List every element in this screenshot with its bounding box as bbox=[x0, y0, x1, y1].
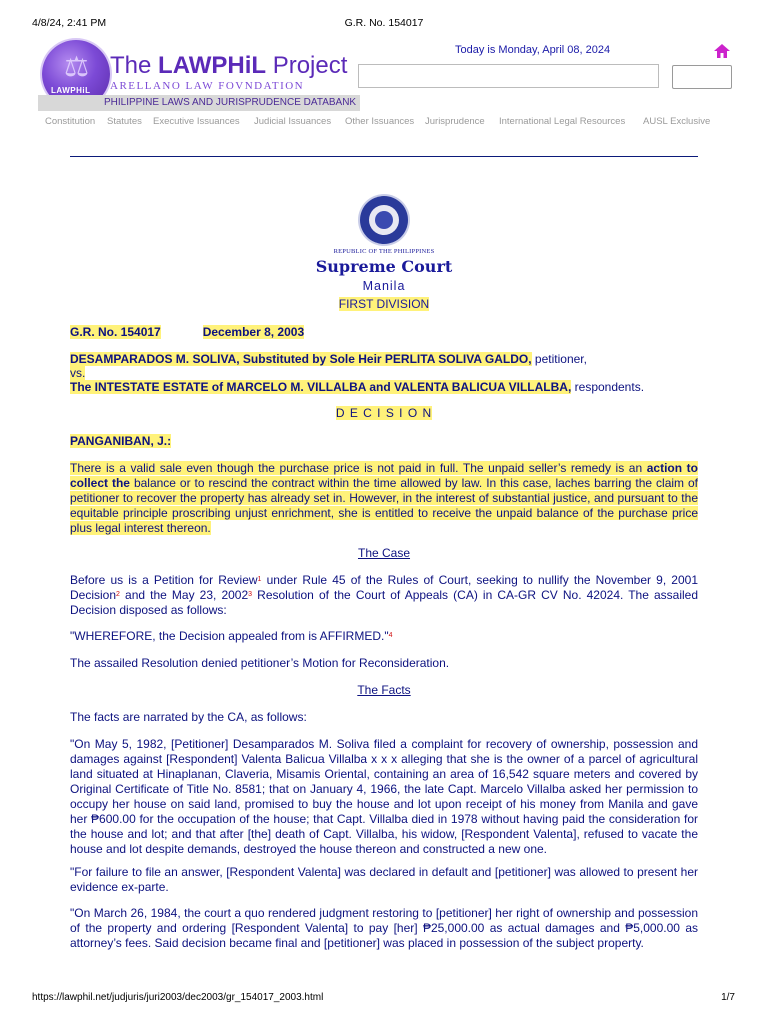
ponente bbox=[70, 434, 698, 449]
nav-jurisprudence[interactable]: Jurisprudence bbox=[425, 116, 485, 127]
logo-tag: LAWPHiL bbox=[51, 86, 91, 95]
tagline: PHILIPPINE LAWS AND JURISPRUDENCE DATABANK bbox=[104, 97, 357, 108]
summary-part-a: There is a valid sale even though the purchase price is not paid in full. The unpaid seller’s remedy is an bbox=[70, 461, 647, 475]
footnote-link-2[interactable]: 2 bbox=[116, 591, 120, 598]
gr-number: G.R. No. 154017 bbox=[70, 325, 161, 339]
site-title[interactable] bbox=[110, 53, 347, 79]
dispositive-quote bbox=[70, 629, 698, 644]
decision-heading-text: D E C I S I O N bbox=[335, 406, 433, 420]
site-title-suffix: Project bbox=[266, 52, 348, 79]
print-datetime: 4/8/24, 2:41 PM bbox=[32, 17, 107, 29]
case-p1-b: under Rule 45 of the Rules of Court, seeking to nullify the November 9, 2001 Decision bbox=[70, 573, 698, 602]
print-title: G.R. No. 154017 bbox=[344, 17, 424, 29]
page-url: https://lawphil.net/judjuris/juri2003/dec2003/gr_154017_2003.html bbox=[32, 992, 324, 1003]
respondent-name: The INTESTATE ESTATE of MARCELO M. VILLALBA and VALENTA BALICUA VILLALBA, bbox=[70, 380, 572, 394]
foundation-name: ARELLANO LAW FOVNDATION bbox=[110, 80, 305, 92]
tagline-band bbox=[38, 95, 360, 111]
case-p1-d: Resolution of the Court of Appeals (CA) in CA-GR CV No. 42024. The assailed Decision disposed as follows: bbox=[70, 588, 699, 617]
versus bbox=[70, 366, 698, 381]
court-name: Supreme Court bbox=[315, 257, 453, 276]
respondent-line bbox=[70, 380, 698, 395]
page-number: 1/7 bbox=[721, 992, 735, 1003]
summary-bold: action to collect the bbox=[70, 461, 698, 490]
header-divider bbox=[70, 156, 698, 157]
division-label: FIRST DIVISION bbox=[338, 297, 430, 311]
footnote-link-3[interactable]: 3 bbox=[248, 591, 253, 598]
search-input[interactable] bbox=[358, 64, 659, 88]
section-heading-the-facts[interactable]: The Facts bbox=[357, 683, 411, 697]
quote-text: "WHEREFORE, the Decision appealed from is AFFIRMED." bbox=[70, 629, 389, 643]
facts-paragraph-2: "For failure to file an answer, [Respondent Valenta] was declared in default and [petitioner] was allowed to present her evidence ex-parte. bbox=[70, 865, 698, 894]
resolution-paragraph: The assailed Resolution denied petitioner’s Motion for Reconsideration. bbox=[70, 656, 450, 670]
supreme-court-seal-icon bbox=[360, 196, 408, 244]
footnote-link-1[interactable]: 1 bbox=[257, 576, 262, 583]
decision-summary bbox=[70, 461, 698, 536]
nav-statutes[interactable]: Statutes bbox=[107, 116, 142, 127]
ponente-name: PANGANIBAN, J.: bbox=[70, 434, 172, 448]
facts-intro: The facts are narrated by the CA, as follows: bbox=[70, 710, 307, 724]
petitioner-line bbox=[70, 352, 698, 367]
summary-part-b: balance or to rescind the contract within the time allowed by law. In this case, laches barring the claim of petitioner to recover the property has already set in. However, in the interest of substantial justice, and pursuant to the equitable principle proscribing unjust enrichment, she is entitled to receive the unpaid balance of the purchase price plus legal interest thereon. bbox=[70, 476, 698, 535]
site-title-bold: LAWPHiL bbox=[158, 52, 267, 79]
court-division bbox=[0, 297, 768, 311]
nav-international-legal-resources[interactable]: International Legal Resources bbox=[499, 116, 626, 127]
nav-ausl-exclusive[interactable]: AUSL Exclusive bbox=[643, 116, 711, 127]
today-date: Today is Monday, April 08, 2024 bbox=[455, 44, 611, 56]
site-title-prefix: The bbox=[110, 52, 159, 79]
case-paragraph bbox=[70, 573, 698, 618]
nav-constitution[interactable]: Constitution bbox=[45, 116, 96, 127]
court-city: Manila bbox=[362, 279, 406, 293]
nav-executive-issuances[interactable]: Executive Issuances bbox=[153, 116, 240, 127]
case-p1-c: and the May 23, 2002 bbox=[119, 588, 249, 602]
respondent-role: respondents. bbox=[571, 380, 645, 394]
petitioner-name: DESAMPARADOS M. SOLIVA, Substituted by Sole Heir PERLITA SOLIVA GALDO, bbox=[70, 352, 532, 366]
footnote-link-4[interactable]: 4 bbox=[388, 632, 393, 639]
republic-label: REPUBLIC OF THE PHILIPPINES bbox=[333, 248, 435, 255]
decision-date: December 8, 2003 bbox=[202, 325, 305, 339]
decision-heading bbox=[0, 406, 768, 420]
case-number-line bbox=[70, 325, 698, 340]
nav-judicial-issuances[interactable]: Judicial Issuances bbox=[254, 116, 332, 127]
versus-label: vs. bbox=[70, 366, 86, 380]
case-p1-a: Before us is a Petition for Review bbox=[70, 573, 258, 587]
section-heading-the-case[interactable]: The Case bbox=[357, 546, 411, 560]
facts-paragraph-3: "On March 26, 1984, the court a quo rendered judgment restoring to [petitioner] her right of ownership and possession of the property and ordering [Respondent Valenta] to pay [her] ₱25,000.00 as actual damages and ₱5,000.00 as attorney’s fees. Said decision became final and [petitioner] was placed in possession of the subject property. bbox=[70, 906, 698, 950]
petitioner-role: petitioner, bbox=[531, 352, 587, 366]
search-button[interactable] bbox=[672, 65, 732, 89]
home-icon[interactable] bbox=[714, 44, 730, 58]
scales-of-justice-icon: ⚖ bbox=[64, 51, 90, 82]
facts-paragraph-1: "On May 5, 1982, [Petitioner] Desamparados M. Soliva filed a complaint for recovery of ownership, possession and damages against [Respondent] Valenta Balicua Villalba x x x alleging that she is the owner of a parcel of agricultural land situated at Hinaplanan, Claveria, Misamis Oriental, containing an area of 16,542 square meters and covered by Original Certificate of Title No. 8581; that on January 4, 1966, the late Capt. Marcelo Villalba asked her permission to occupy her house on said land, promised to buy the house and lot upon receipt of his money from Manila and gave her ₱600.00 for the occupation of the house; that Capt. Villalba died in 1978 without having paid the consideration for the house and lot; and that after [the] death of Capt. Villalba, his widow, [Respondent Valenta], refused to vacate the house and lot despite demands, destroyed the house thereon and constructed a new one. bbox=[70, 737, 698, 856]
nav-other-issuances[interactable]: Other Issuances bbox=[345, 116, 415, 127]
